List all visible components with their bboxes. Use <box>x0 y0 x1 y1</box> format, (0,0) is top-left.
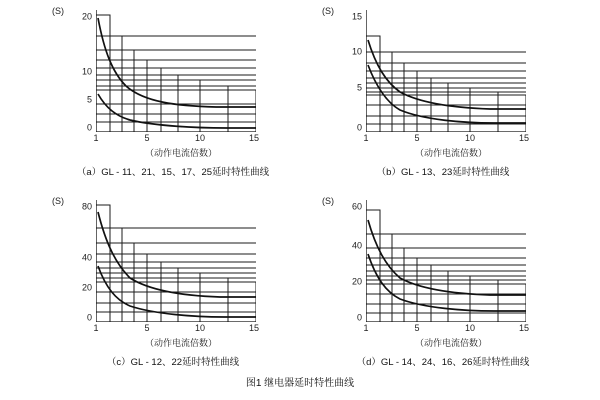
plot-area-d <box>366 200 526 322</box>
x-axis-labels-a: 1 5 10 15 <box>93 133 260 143</box>
x-axis-labels-c: 1 5 10 15 <box>93 323 260 333</box>
x-axis-caption-b: （动作电流倍数） <box>414 148 487 158</box>
x-axis-labels-b: 1 5 10 15 <box>363 133 530 143</box>
plot-svg-a <box>96 10 256 132</box>
y-axis-unit-c: (S) <box>52 196 64 206</box>
plot-area-a <box>96 10 256 132</box>
panel-caption-d: （d）GL - 14、24、16、26延时特性曲线 <box>356 357 530 368</box>
panel-caption-c: （c）GL - 12、22延时特性曲线 <box>106 357 240 368</box>
x-axis-labels-d: 1 5 10 15 <box>363 323 530 333</box>
plot-svg-b <box>366 10 526 132</box>
panel-caption-b: （b）GL - 13、23延时特性曲线 <box>376 167 510 178</box>
x-axis-caption-c: （动作电流倍数） <box>144 338 217 348</box>
y-axis-labels-c: 0 20 40 80 <box>81 201 92 323</box>
plot-area-c <box>96 200 256 322</box>
plot-svg-d <box>366 200 526 322</box>
y-axis-unit-d: (S) <box>322 196 334 206</box>
chart-panel-d <box>318 196 568 368</box>
chart-panel-c <box>48 196 298 368</box>
y-axis-labels-d: 0 20 40 60 <box>351 201 362 323</box>
y-axis-unit-a: (S) <box>52 6 64 16</box>
x-axis-caption-a: （动作电流倍数） <box>144 148 217 158</box>
y-axis-labels-b: 0 5 10 15 <box>351 11 362 133</box>
y-axis-unit-b: (S) <box>322 6 334 16</box>
chart-panel-a <box>48 6 298 178</box>
x-axis-caption-d: （动作电流倍数） <box>414 338 487 348</box>
y-axis-labels-a: 0 5 10 20 <box>81 11 92 133</box>
chart-panel-b <box>318 6 568 178</box>
plot-area-b <box>366 10 526 132</box>
panel-caption-a: （a）GL - 11、21、15、17、25延时特性曲线 <box>76 167 270 178</box>
figure-caption: 图1 继电器延时特性曲线 <box>245 378 355 389</box>
plot-svg-c <box>96 200 256 322</box>
